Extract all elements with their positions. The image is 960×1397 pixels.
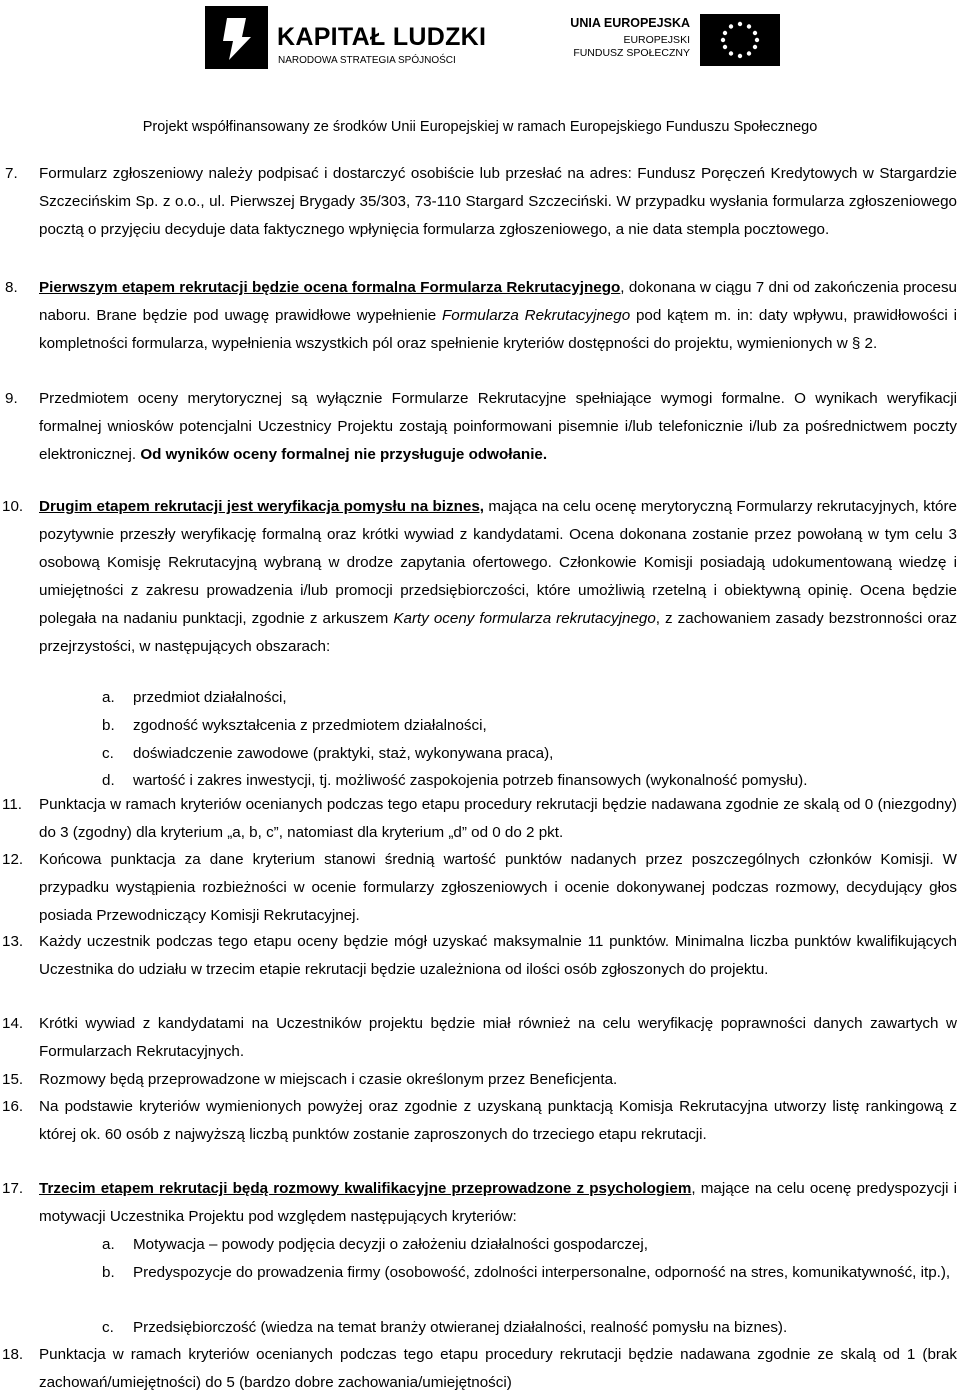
kapital-ludzki-emblem [205,6,268,69]
paragraph-12 [2,846,957,930]
paragraph-13 [2,928,957,984]
paragraph-bold-text: Trzecim etapem rekrutacji będą rozmowy kwalifikacyjne przeprowadzone z psychologiem [39,1180,692,1197]
paragraph-number: 8. [5,279,18,296]
paragraph-14 [2,1010,957,1066]
paragraph-17 [2,1175,957,1231]
cofinancing-note: Projekt współfinansowany ze środków Unii Europejskiej w ramach Europejskiego Funduszu Społecznego [142,119,818,135]
paragraph-text: Krótki wywiad z kandydatami na Uczestników projektu będzie miał również na celu weryfikację poprawności danych zawartych w Formularzach Rekrutacyjnych. [39,1015,957,1060]
paragraph-number: 7. [5,165,18,182]
paragraph-number: 13. [2,933,24,950]
eu-logo [570,14,896,74]
list-item-text: wartość i zakres inwestycji, tj. możliwość zaspokojenia potrzeb finansowych (wykonalność pomysłu). [133,772,808,789]
paragraph-text: Na podstawie kryteriów wymienionych powyżej oraz zgodnie z uzyskaną punktacją Komisja Rekrutacyjna utworzy listę rankingową z której ok. 60 osób z najwyższą liczbą punktów zostanie zaproszonych do trzeciego etapu rekrutacji. [39,1098,957,1143]
paragraph-text: , dokonana w ciągu 7 dni od zakończenia procesu naboru. Brane będzie pod uwagę prawidłowe wypełnienie [39,279,957,324]
paragraph-8 [5,274,957,358]
paragraph-text: Formularz zgłoszeniowy należy podpisać i dostarczyć osobiście lub przesłać na adres: Fundusz Poręczeń Kredytowych w Stargardzie Szczecińskim Sp. z o.o., ul. Pierwszej Brygady 35/303, 73-110 Stargard Szczeciński. W przypadku wysłania formularza zgłoszeniowego pocztą o przyjęciu decyduje data faktycznego wpłynięcia formularza zgłoszeniowego, a nie data stempla pocztowego. [39,165,957,238]
paragraph-italic-text: Karty oceny formularza rekrutacyjnego [393,610,656,627]
paragraph-text: mająca na celu ocenę merytoryczną Formularzy rekrutacyjnych, które pozytywnie przeszły weryfikację formalną oraz krótki wywiad z kandydatami. Ocena dokonana zostanie przez powołaną w tym celu 3 osobową Komisję Rekrutacyjną wybraną w drodze zapytania ofertowego. Członkowie Komisji posiadają udokumentowaną wiedzę i umiejętności z zakresu prowadzenia i/lub promocji przedsiębiorczości, które umożliwią rzetelną i obiektywną opinię. Ocena będzie polegała na nadaniu punktacji, zgodnie z arkuszem [39,498,957,627]
page-header [0,0,960,135]
eu-flag-icon [700,14,780,66]
paragraph-16 [2,1093,957,1149]
paragraph-number: 15. [2,1071,24,1088]
eu-line-3: FUNDUSZ SPOŁECZNY [573,47,690,59]
list-item-letter: c. [102,745,114,762]
paragraph-15 [2,1066,957,1094]
list-item-letter: a. [102,689,115,706]
paragraph-italic-text: Formularza Rekrutacyjnego [442,307,631,324]
kl-subtitle: NARODOWA STRATEGIA SPÓJNOŚCI [278,55,456,66]
eu-line-1: UNIA EUROPEJSKA [570,16,690,30]
list-item-letter: c. [102,1319,114,1336]
list-item-letter: a. [102,1236,115,1253]
list-item-text: Motywacja – powody podjęcia decyzji o założeniu działalności gospodarczej, [133,1236,648,1253]
paragraph-number: 14. [2,1015,24,1032]
paragraph-text: Przedmiotem oceny merytorycznej są wyłącznie Formularze Rekrutacyjne spełniające wymogi formalne. O wynikach weryfikacji formalnej wniosków potencjalni Uczestnicy Projektu zostają poinformowani pisemnie i/lub telefonicznie i/lub za pośrednictwem poczty elektronicznej. [39,390,957,463]
paragraph-9 [5,385,957,469]
paragraph-number: 18. [2,1346,24,1363]
paragraph-number: 12. [2,851,24,868]
list-item-text: Przedsiębiorczość (wiedza na temat branży otwieranej działalności, realność pomysłu na biznes). [133,1319,788,1336]
paragraph-number: 17. [2,1180,24,1197]
paragraph-7 [5,160,957,244]
paragraph-text: Punktacja w ramach kryteriów ocenianych podczas tego etapu procedury rekrutacji będzie nadawana zgodnie ze skalą od 0 (niezgodny) do 3 (zgodny) dla kryterium „a, b, c”, natomiast dla kryterium „d” od 0 do 2 pkt. [39,796,957,841]
paragraph-number: 16. [2,1098,24,1115]
paragraph-text: pod kątem m. in: daty wpływu, prawidłowości i kompletności formularza, wypełnienia wszystkich pól oraz spełnienie kryteriów dostępności do projektu, wymienionych w § 2. [39,307,957,352]
paragraph-10 [2,493,957,661]
list-item-text: przedmiot działalności, [133,689,287,706]
paragraph-number: 10. [2,498,24,515]
list-item-text: zgodność wykształcenia z przedmiotem działalności, [133,717,487,734]
list-item-text: Predyspozycje do prowadzenia firmy (osobowość, zdolności interpersonalne, odporność na stres, komunikatywność, itp.), [133,1264,951,1281]
kl-title: KAPITAŁ LUDZKI [277,23,487,51]
paragraph-text: Rozmowy będą przeprowadzone w miejscach i czasie określonym przez Beneficjenta. [39,1071,618,1088]
kapital-ludzki-logo [205,6,487,66]
paragraph-number: 11. [2,796,22,813]
list-item-letter: b. [102,1264,115,1281]
paragraph-bold-text: Od wyników oceny formalnej nie przysługuje odwołanie. [140,446,548,463]
paragraph-text: Punktacja w ramach kryteriów ocenianych podczas tego etapu procedury rekrutacji będzie nadawana zgodnie ze skalą od 1 (brak zachowań/umiejętności) do 5 (bardzo dobre zachowania/umiejętności) [39,1346,957,1391]
paragraph-text: Końcowa punktacja za dane kryterium stanowi średnią wartość punktów nadanych przez poszczególnych członków Komisji. W przypadku wystąpienia rozbieżności w ocenie formularzy zgłoszeniowych i ocenie dokonywanej podczas rozmowy, decydujący głos posiada Przewodniczący Komisji Rekrutacyjnej. [39,851,957,924]
list-item-letter: b. [102,717,115,734]
paragraph-11 [2,791,957,847]
paragraph-text: , mające na celu ocenę predyspozycji i motywacji Uczestnika Projektu pod względem następujących kryteriów: [39,1180,957,1225]
eu-line-2: EUROPEJSKI [623,34,690,46]
paragraph-bold-text: Pierwszym etapem rekrutacji będzie ocena formalna Formularza Rekrutacyjnego [39,279,621,296]
paragraph-text: Każdy uczestnik podczas tego etapu oceny będzie mógł uzyskać maksymalnie 11 punktów. Minimalna liczba punktów kwalifikujących Uczestnika do udziału w trzecim etapie rekrutacji będzie uzależniona od ilości osób zgłoszonych do projektu. [39,933,957,978]
paragraph-18 [2,1341,957,1397]
list-item-text: doświadczenie zawodowe (praktyki, staż, wykonywana praca), [133,745,554,762]
paragraph-number: 9. [5,390,18,407]
paragraph-text: , z zachowaniem zasady bezstronności oraz przejrzystości, w następujących obszarach: [39,610,957,655]
list-item-letter: d. [102,772,115,789]
paragraph-bold-text: Drugim etapem rekrutacji jest weryfikacja pomysłu na biznes, [39,498,484,515]
